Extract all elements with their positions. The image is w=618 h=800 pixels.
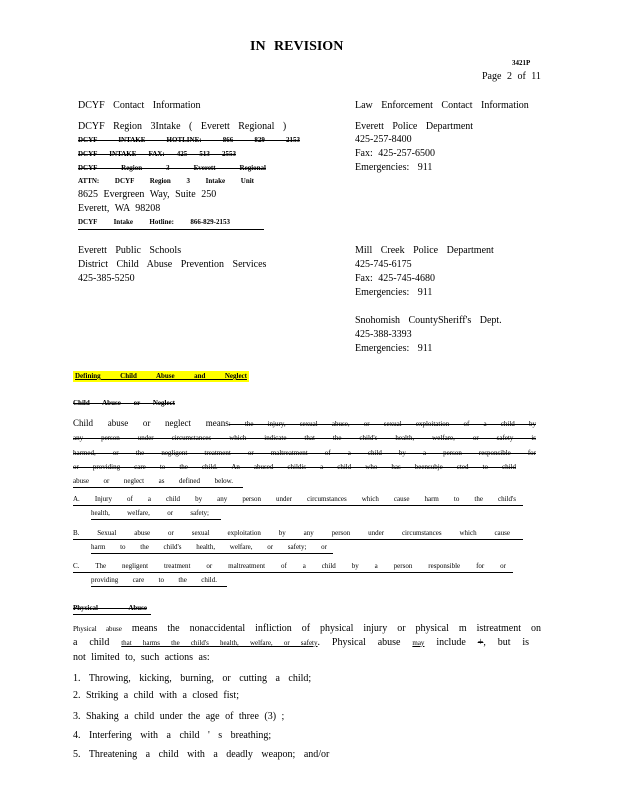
dcyf-attn: ATTN: DCYF Region 3 Intake Unit [78, 177, 254, 185]
form-number: 3421P [512, 59, 531, 67]
definition-underline [73, 487, 243, 488]
physical-abuse-heading: Physical Abuse [73, 604, 147, 612]
dcyf-street: 8625 Evergreen Way, Suite 250 [78, 189, 217, 200]
dcyf-struck-line-3: DCYF Region 3 Everett Regional [78, 164, 266, 172]
everett-pd-emergencies: Emergencies: 911 [355, 162, 433, 173]
physical-line-2: a child that harms the child's health, welfare, or safety. Physical abuse may include +, but is [73, 637, 530, 648]
dcyf-heading: DCYF Contact Information [78, 100, 201, 111]
item-a-line-2: health, welfare, or safety; [91, 509, 209, 517]
item-c-underline-1 [73, 572, 513, 573]
dcyf-city: Everett, WA 98208 [78, 203, 161, 214]
millcreek-pd-emergencies: Emergencies: 911 [355, 287, 433, 298]
snohomish-sheriff-name: Snohomish CountySheriff's Dept. [355, 315, 502, 326]
definition-line-3: harmed, or the negligent treatment or maltreatment of a child by a person responsible for [73, 449, 536, 457]
millcreek-pd-fax: Fax: 425-745-4680 [355, 273, 435, 284]
page-title: IN REVISION [250, 39, 344, 54]
item-b-underline-2 [91, 553, 333, 554]
dcyf-struck-line-2: DCYF INTAKE FAX: 425 513 2553 [78, 150, 236, 158]
dcyf-struck-line-1: DCYF INTAKE HOTLINE: 866 829 2153 [78, 136, 300, 144]
definition-line-2: any person under circumstances which indicate that the child's health, welfare, or safety is [73, 434, 536, 442]
item-c-line-2: providing care to the child. [91, 576, 217, 584]
schools-service: District Child Abuse Prevention Services [78, 259, 267, 270]
physical-list-item-1: 1. Throwing, kicking, burning, or cutting a child; [73, 673, 312, 684]
physical-heading-underline [73, 614, 151, 615]
item-c-underline-2 [91, 586, 227, 587]
item-b-line-2: harm to the child's health, welfare, or safety; or [91, 543, 327, 551]
physical-list-item-4: 4. Interfering with a child ' s breathing; [73, 730, 272, 741]
schools-name: Everett Public Schools [78, 245, 182, 256]
everett-pd-fax: Fax: 425-257-6500 [355, 148, 435, 159]
physical-list-item-2: 2. Striking a child with a closed fist; [73, 690, 239, 701]
dcyf-hotline: DCYF Intake Hotline: 866-829-2153 [78, 218, 230, 226]
definition-line-1: Child abuse or neglect means: the injury, sexual abuse, or sexual exploitation of a child by [73, 418, 536, 428]
definitions-heading: Defining Child Abuse and Neglect [75, 372, 247, 380]
snohomish-sheriff-phone: 425-388-3393 [355, 329, 412, 340]
definitions-subheading: Child Abuse or Neglect [73, 399, 175, 407]
physical-line-1: Physical abuse means the nonaccidental infliction of physical injury or physical m istreatment on [73, 623, 541, 634]
dcyf-region: DCYF Region 3Intake ( Everett Regional ) [78, 121, 287, 132]
item-a-line-1: A. Injury of a child by any person under circumstances which cause harm to the child's [73, 495, 516, 503]
everett-pd-phone: 425-257-8400 [355, 134, 412, 145]
item-b-line-1: B. Sexual abuse or sexual exploitation by any person under circumstances which cause [73, 529, 510, 537]
millcreek-pd-name: Mill Creek Police Department [355, 245, 494, 256]
item-c-line-1: C. The negligent treatment or maltreatment of a child by a person responsible for or [73, 562, 506, 570]
item-a-underline-1 [73, 505, 523, 506]
page-number: Page 2 of 11 [482, 71, 541, 82]
millcreek-pd-phone: 425-745-6175 [355, 259, 412, 270]
physical-line-3: not limited to, such actions as: [73, 652, 210, 663]
law-heading: Law Enforcement Contact Information [355, 100, 529, 111]
snohomish-sheriff-emergencies: Emergencies: 911 [355, 343, 433, 354]
item-a-underline-2 [91, 519, 221, 520]
dcyf-hotline-underline [78, 229, 264, 230]
schools-phone: 425-385-5250 [78, 273, 135, 284]
item-b-underline-1 [73, 539, 523, 540]
physical-list-item-3: 3. Shaking a child under the age of three (3) ; [73, 711, 285, 722]
definition-line-5: abuse or neglect as defined below. [73, 477, 233, 485]
definition-line-4: or providing care to the child. An abused childis a child who has beensubje cted to child [73, 463, 516, 471]
everett-pd-name: Everett Police Department [355, 121, 474, 132]
physical-list-item-5: 5. Threatening a child with a deadly weapon; and/or [73, 749, 330, 760]
